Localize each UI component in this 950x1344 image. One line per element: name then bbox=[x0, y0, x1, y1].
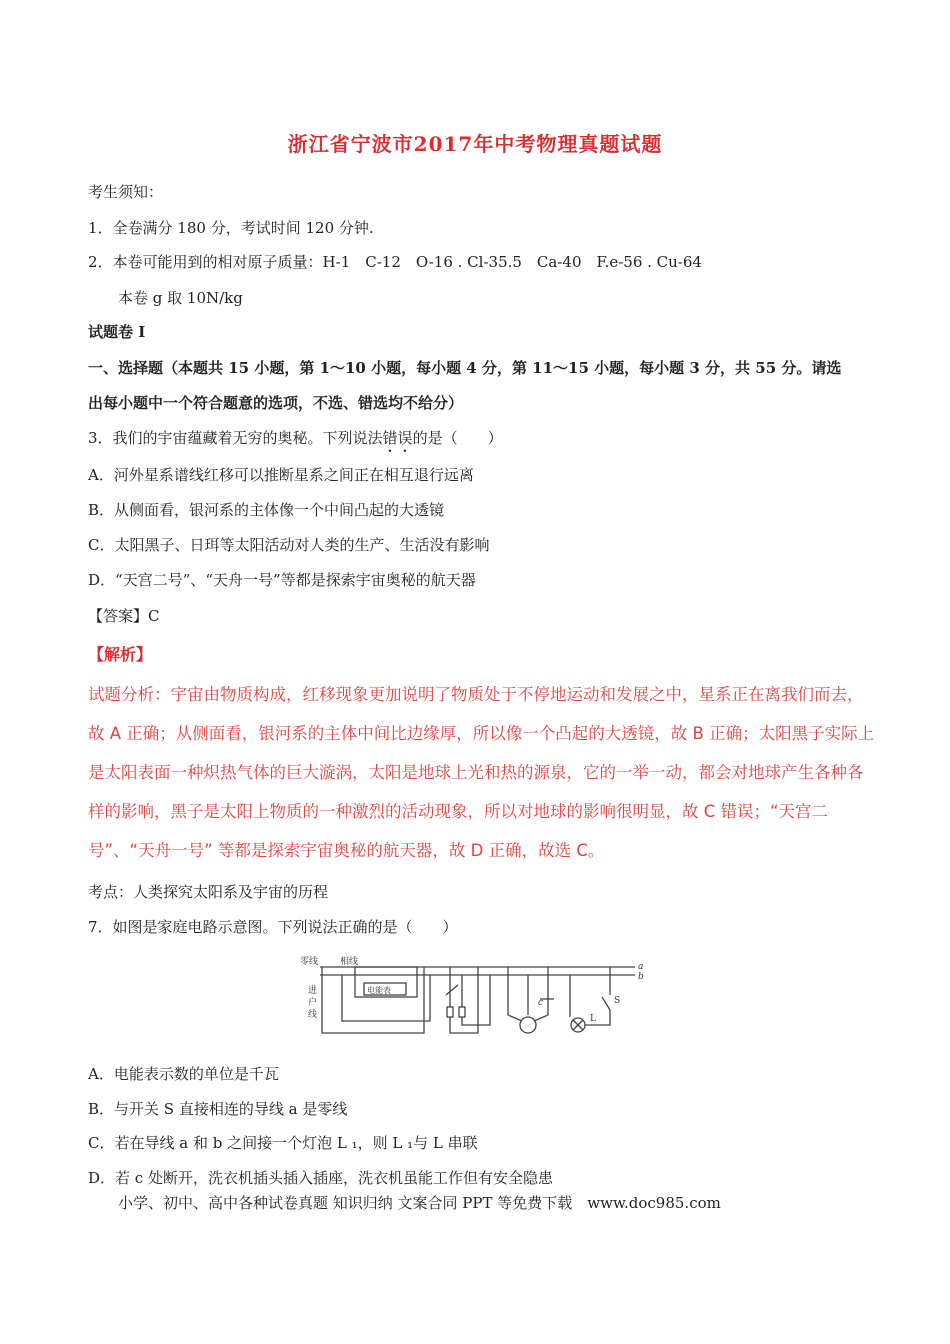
q3-option-b: B．从侧面看，银河系的主体像一个中间凸起的大透镜 bbox=[88, 501, 445, 519]
household-circuit-diagram bbox=[300, 955, 650, 1045]
q7-option-c: C．若在导线 a 和 b 之间接一个灯泡 L ₁，则 L ₁与 L 串联 bbox=[88, 1134, 478, 1152]
label-lamp: L bbox=[590, 1014, 596, 1024]
section-instruction-2: 出每小题中一个符合题意的选项，不选、错选均不给分） bbox=[88, 394, 464, 412]
label-entry-1: 进 bbox=[308, 986, 318, 996]
label-b: b bbox=[638, 972, 644, 982]
label-switch: S bbox=[614, 996, 621, 1006]
label-a: a bbox=[638, 962, 644, 972]
label-meter: 电能表 bbox=[367, 986, 391, 995]
q7-option-d: D．若 c 处断开，洗衣机插头插入插座，洗衣机虽能工作但有安全隐患 bbox=[88, 1169, 553, 1187]
main-loop bbox=[322, 967, 424, 1033]
notice-heading: 考生须知： bbox=[88, 183, 164, 201]
q7-option-a: A．电能表示数的单位是千瓦 bbox=[88, 1065, 279, 1083]
socket-symbol bbox=[520, 1017, 536, 1033]
label-live: 相线 bbox=[340, 957, 359, 967]
q3-option-c: C．太阳黑子、日珥等太阳活动对人类的生产、生活没有影响 bbox=[88, 536, 490, 554]
q7-stem: 7．如图是家庭电路示意图。下列说法正确的是（ ） bbox=[88, 918, 458, 936]
q3-stem-emphasis: 错误 bbox=[382, 429, 413, 447]
notice-item-3: 本卷 g 取 10N/kg bbox=[118, 289, 243, 307]
q3-analysis-heading: 【解析】 bbox=[88, 645, 153, 664]
label-c: c bbox=[538, 998, 544, 1008]
volume-heading: 试题卷 I bbox=[88, 323, 146, 341]
document-title: 浙江省宁波市2017年中考物理真题试题 bbox=[287, 132, 663, 156]
q3-stem bbox=[88, 428, 503, 456]
label-entry-2: 户 bbox=[308, 998, 318, 1008]
main-switch-blade bbox=[446, 985, 458, 995]
q3-stem-after: 的是（ ） bbox=[412, 429, 503, 447]
switch-s-blade bbox=[602, 997, 610, 1010]
label-entry-3: 线 bbox=[308, 1010, 318, 1020]
q3-stem-before: 3．我们的宇宙蕴藏着无穷的奥秘。下列说法 bbox=[88, 429, 383, 447]
q3-analysis-text: 试题分析：宇宙由物质构成，红移现象更加说明了物质处于不停地运动和发展之中，星系正在离我们而去，故 A 正确；从侧面看，银河系的主体中间比边缘厚，所以像一个凸起的大透镜，故 B 正确；太阳黑子实际上是太阳表面一种炽热气体的巨大漩涡，太阳是地球上光和热的源泉，它的一举一动，都会对地球产生各种各样的影响，黑子是太阳上物质的一种激烈的活动现象，所以对地球的影响很明显，故 C 错误；“天宫二号”、“天舟一号” 等都是探索宇宙奥秘的航天器，故 D 正确，故选 C。 bbox=[88, 685, 875, 860]
page-footer: 小学、初中、高中各种试卷真题 知识归纳 文案合同 PPT 等免费下载 www.doc985.com bbox=[118, 1194, 721, 1212]
q3-option-a: A．河外星系谱线红移可以推断星系之间正在相互退行远离 bbox=[88, 466, 474, 484]
fuse-2 bbox=[459, 1007, 465, 1017]
q3-answer: 【答案】C bbox=[88, 607, 160, 625]
q7-option-b: B．与开关 S 直接相连的导线 a 是零线 bbox=[88, 1100, 348, 1118]
section-instruction-1: 一、选择题（本题共 15 小题，第 1～10 小题，每小题 4 分，第 11～15 小题，每小题 3 分，共 55 分。请选 bbox=[88, 359, 842, 377]
q3-option-d: D．“天宫二号”、“天舟一号”等都是探索宇宙奥秘的航天器 bbox=[88, 571, 476, 589]
fuse-1 bbox=[447, 1007, 453, 1017]
label-neutral: 零线 bbox=[300, 957, 319, 967]
q3-knowledge-point: 考点：人类探究太阳系及宇宙的历程 bbox=[88, 883, 329, 901]
notice-item-2: 2．本卷可能用到的相对原子质量：H-1 C-12 O-16 . Cl-35.5 Ca-40 F.e-56 . Cu-64 bbox=[88, 253, 702, 271]
notice-item-1: 1．全卷满分 180 分，考试时间 120 分钟. bbox=[88, 219, 374, 237]
